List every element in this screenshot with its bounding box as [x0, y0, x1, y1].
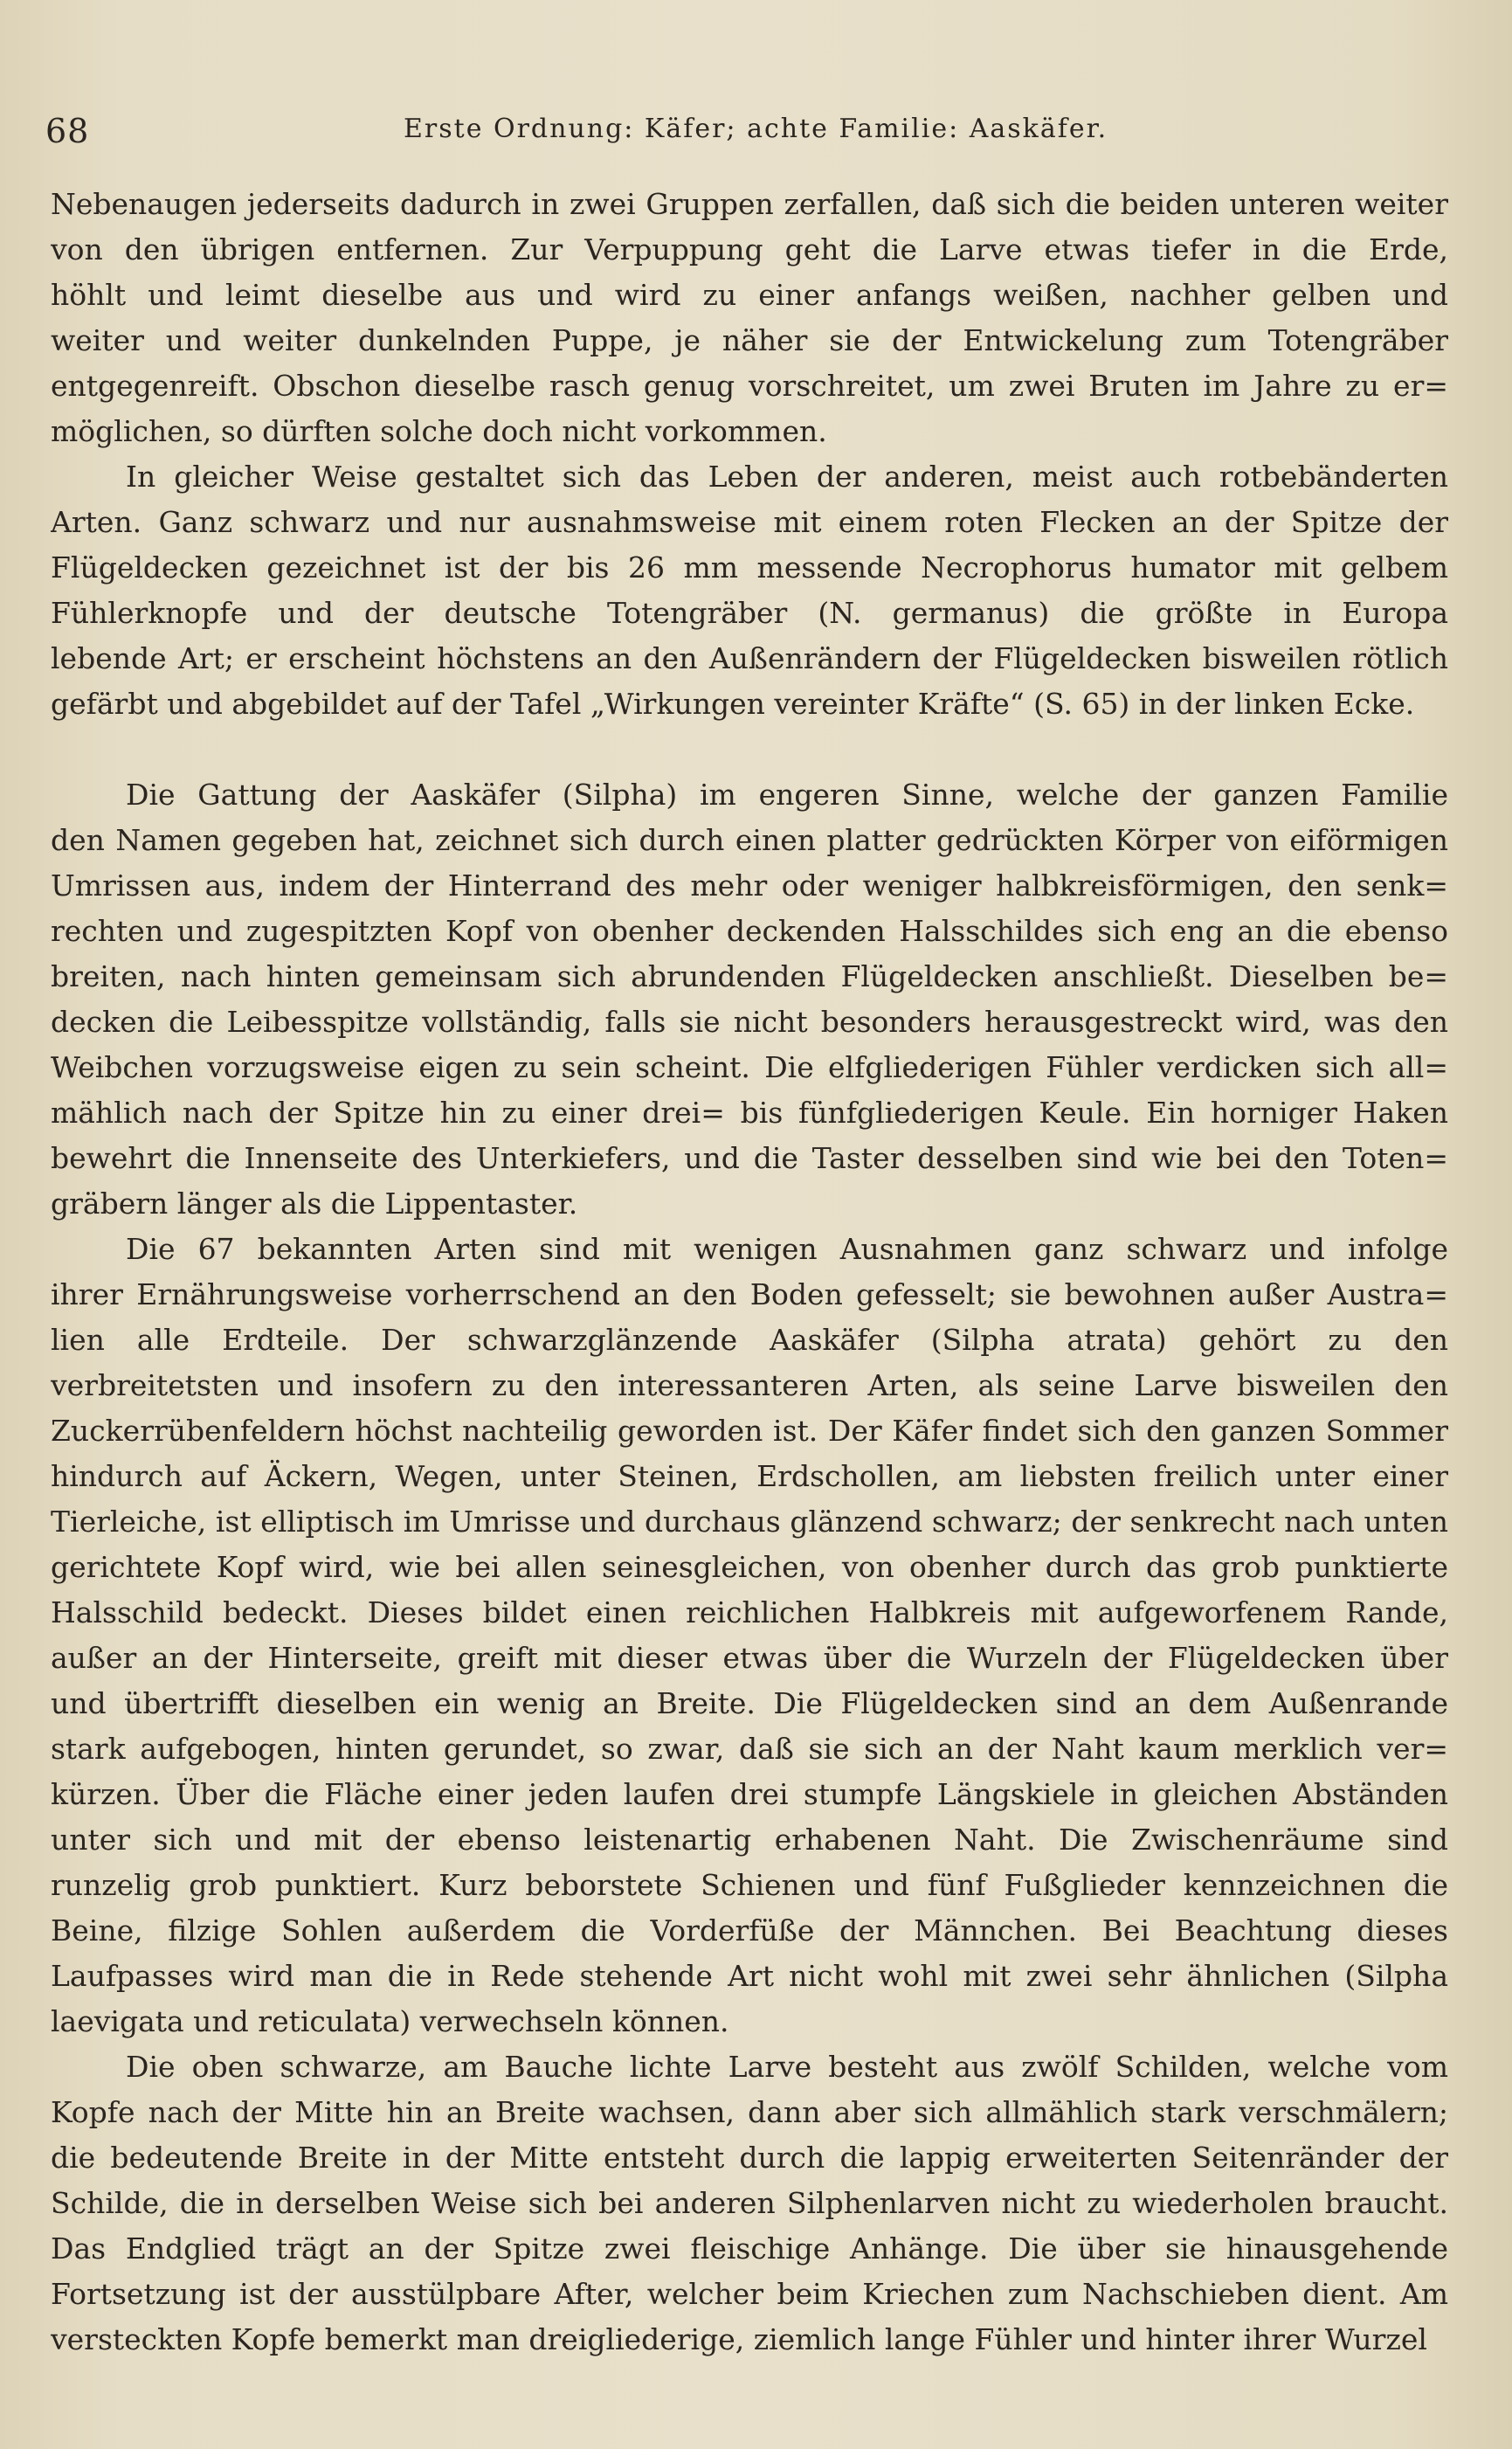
- text-line: versteckten Kopfe bemerkt man dreigliederige, ziemlich lange Fühler und hinter ihrer Wurzel: [51, 2322, 1427, 2356]
- text-line: unter sich und mit der ebenso leistenartig erhabenen Naht. Die Zwischenräume sind: [51, 1823, 1448, 1857]
- text-line: von den übrigen entfernen. Zur Verpuppung geht die Larve etwas tiefer in die Erde,: [51, 232, 1448, 266]
- running-title: Erste Ordnung: Käfer; achte Familie: Aaskäfer.: [404, 114, 1108, 144]
- text-line: decken die Leibesspitze vollständig, falls sie nicht besonders herausgestreckt wird, was den: [51, 1005, 1448, 1039]
- text-line: verbreitetsten und insofern zu den interessanteren Arten, als seine Larve bisweilen den: [51, 1368, 1448, 1402]
- text-line: Kopfe nach der Mitte hin an Breite wachsen, dann aber sich allmählich stark verschmälern;: [51, 2095, 1448, 2129]
- paragraph: [51, 182, 1448, 454]
- text-line: den Namen gegeben hat, zeichnet sich durch einen platter gedrückten Körper von eiförmigen: [51, 823, 1448, 857]
- running-head: [45, 103, 1460, 156]
- text-line: bewehrt die Innenseite des Unterkiefers, und die Taster desselben sind wie bei den Toten=: [51, 1141, 1448, 1175]
- text-line: entgegenreift. Obschon dieselbe rasch genug vorschreitet, um zwei Bruten im Jahre zu er=: [51, 369, 1448, 403]
- text-line: Arten. Ganz schwarz und nur ausnahmsweise mit einem roten Flecken an der Spitze der: [51, 505, 1448, 539]
- text-line: und übertrifft dieselben ein wenig an Breite. Die Flügeldecken sind an dem Außenrande: [51, 1686, 1448, 1720]
- paragraph: [51, 1227, 1448, 2044]
- paragraph: [51, 2044, 1448, 2363]
- text-line: gerichtete Kopf wird, wie bei allen seinesgleichen, von obenher durch das grob punktierte: [51, 1550, 1448, 1584]
- text-line: ihrer Ernährungsweise vorherrschend an den Boden gefesselt; sie bewohnen außer Austra=: [51, 1277, 1448, 1311]
- text-line: möglichen, so dürften solche doch nicht vorkommen.: [51, 414, 827, 448]
- text-line: Nebenaugen jederseits dadurch in zwei Gruppen zerfallen, daß sich die beiden unteren weiter: [51, 187, 1448, 221]
- page-number: 68: [45, 112, 90, 150]
- text-line: runzelig grob punktiert. Kurz beborstete Schienen und fünf Fußglieder kennzeichnen die: [51, 1868, 1448, 1902]
- paragraph: [51, 454, 1448, 727]
- text-line: mählich nach der Spitze hin zu einer drei= bis fünfgliederigen Keule. Ein horniger Haken: [51, 1096, 1448, 1130]
- text-line: hindurch auf Äckern, Wegen, unter Steinen, Erdschollen, am liebsten freilich unter einer: [51, 1459, 1448, 1493]
- body-text: [51, 182, 1448, 2363]
- text-line: lien alle Erdteile. Der schwarzglänzende Aaskäfer (Silpha atrata) gehört zu den: [51, 1323, 1448, 1357]
- text-line: Beine, filzige Sohlen außerdem die Vorderfüße der Männchen. Bei Beachtung dieses: [51, 1913, 1448, 1947]
- text-line: gräbern länger als die Lippentaster.: [51, 1186, 578, 1221]
- text-line: Flügeldecken gezeichnet ist der bis 26 mm messende Necrophorus humator mit gelbem: [51, 550, 1448, 585]
- text-line: Tierleiche, ist elliptisch im Umrisse und durchaus glänzend schwarz; der senkrecht nach unten: [51, 1505, 1448, 1539]
- text-line: Die 67 bekannten Arten sind mit wenigen Ausnahmen ganz schwarz und infolge: [126, 1232, 1448, 1266]
- text-line: weiter und weiter dunkelnden Puppe, je näher sie der Entwickelung zum Totengräber: [51, 323, 1448, 357]
- text-line: höhlt und leimt dieselbe aus und wird zu einer anfangs weißen, nachher gelben und: [51, 278, 1448, 312]
- text-line: Laufpasses wird man die in Rede stehende Art nicht wohl mit zwei sehr ähnlichen (Silpha: [51, 1959, 1448, 1993]
- text-line: Zuckerrübenfeldern höchst nachteilig geworden ist. Der Käfer findet sich den ganzen Sommer: [51, 1414, 1448, 1448]
- text-line: Halsschild bedeckt. Dieses bildet einen reichlichen Halbkreis mit aufgeworfenem Rande,: [51, 1595, 1448, 1629]
- text-line: die bedeutende Breite in der Mitte entsteht durch die lappig erweiterten Seitenränder der: [51, 2141, 1448, 2175]
- text-line: rechten und zugespitzten Kopf von obenher deckenden Halsschildes sich eng an die ebenso: [51, 914, 1448, 948]
- text-line: laevigata und reticulata) verwechseln können.: [51, 2004, 729, 2038]
- text-line: Weibchen vorzugsweise eigen zu sein scheint. Die elfgliederigen Fühler verdicken sich all=: [51, 1050, 1448, 1084]
- text-line: breiten, nach hinten gemeinsam sich abrundenden Flügeldecken anschließt. Dieselben be=: [51, 959, 1448, 993]
- text-line: lebende Art; er erscheint höchstens an den Außenrändern der Flügeldecken bisweilen rötlich: [51, 641, 1448, 675]
- text-line: Fühlerknopfe und der deutsche Totengräber (N. germanus) die größte in Europa: [51, 596, 1448, 630]
- text-line: kürzen. Über die Fläche einer jeden laufen drei stumpfe Längskiele in gleichen Abständen: [51, 1777, 1448, 1811]
- text-line: außer an der Hinterseite, greift mit dieser etwas über die Wurzeln der Flügeldecken über: [51, 1641, 1448, 1675]
- text-line: Die Gattung der Aaskäfer (Silpha) im engeren Sinne, welche der ganzen Familie: [126, 778, 1448, 812]
- text-line: Die oben schwarze, am Bauche lichte Larve besteht aus zwölf Schilden, welche vom: [126, 2050, 1448, 2084]
- text-line: Fortsetzung ist der ausstülpbare After, welcher beim Kriechen zum Nachschieben dient. Am: [51, 2277, 1448, 2311]
- paragraph: [51, 772, 1448, 1227]
- text-line: stark aufgebogen, hinten gerundet, so zwar, daß sie sich an der Naht kaum merklich ver=: [51, 1732, 1448, 1766]
- paragraph-gap: [51, 727, 1448, 772]
- text-line: Umrissen aus, indem der Hinterrand des mehr oder weniger halbkreisförmigen, den senk=: [51, 868, 1448, 903]
- text-line: Das Endglied trägt an der Spitze zwei fleischige Anhänge. Die über sie hinausgehende: [51, 2231, 1448, 2266]
- text-line: In gleicher Weise gestaltet sich das Leben der anderen, meist auch rotbebänderten: [126, 460, 1448, 494]
- text-line: Schilde, die in derselben Weise sich bei anderen Silphenlarven nicht zu wiederholen braucht.: [51, 2186, 1448, 2220]
- text-line: gefärbt und abgebildet auf der Tafel „Wirkungen vereinter Kräfte“ (S. 65) in der linken Ecke.: [51, 687, 1415, 721]
